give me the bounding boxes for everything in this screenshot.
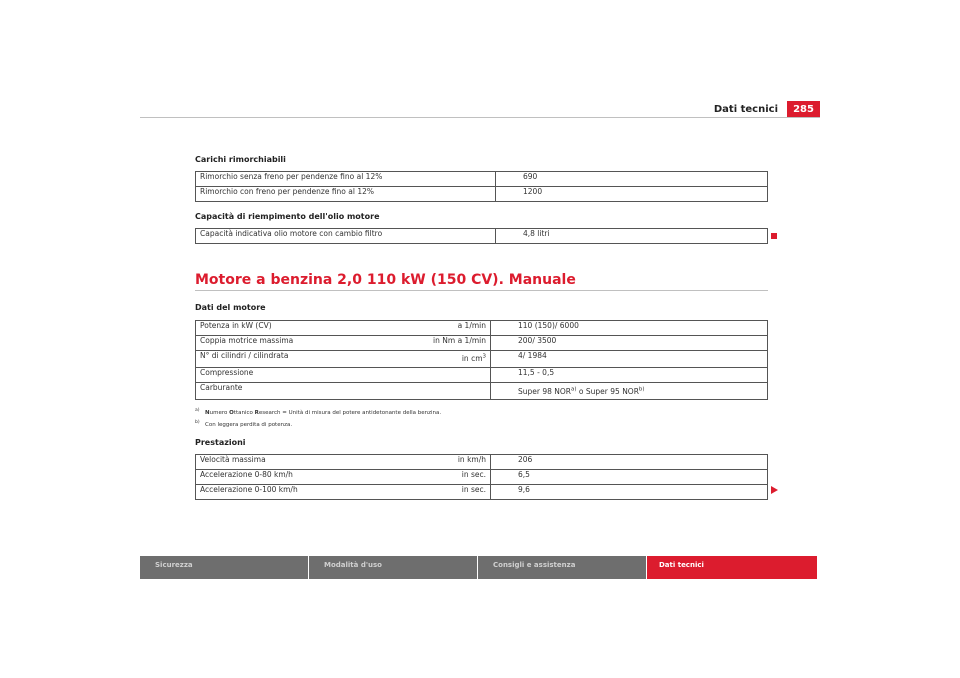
table-row — [196, 485, 768, 500]
row-label: Accelerazione 0-100 km/h — [196, 485, 423, 500]
footnotes — [195, 406, 441, 430]
table-row — [196, 336, 768, 351]
row-label: Capacità indicativa olio motore con cambio filtro — [196, 229, 496, 244]
footnote-text: Con leggera perdita di potenza. — [205, 421, 293, 428]
row-value: 11,5 - 0,5 — [491, 368, 768, 383]
footnote-ref-b: b) — [638, 386, 645, 393]
row-unit — [422, 351, 491, 368]
page-number: 285 — [787, 101, 820, 118]
engine-heading: Motore a benzina 2,0 110 kW (150 CV). Manuale — [195, 272, 576, 288]
footnote-bold-letter: R — [254, 409, 259, 416]
continue-arrow-icon — [771, 486, 778, 494]
tab-sicurezza[interactable]: Sicurezza — [140, 556, 308, 579]
row-value: 4,8 litri — [496, 229, 768, 244]
engine-data-label: Dati del motore — [195, 303, 266, 312]
page-header-title: Dati tecnici — [713, 104, 778, 115]
row-label: Compressione — [196, 368, 423, 383]
footnote-bold-letter: N — [205, 409, 210, 416]
unit-superscript: 3 — [482, 353, 486, 360]
trailer-loads-label: Carichi rimorchiabili — [195, 155, 286, 164]
performance-table — [195, 454, 768, 500]
row-value: 9,6 — [491, 485, 768, 500]
row-unit — [422, 368, 491, 383]
tab-dati-tecnici[interactable]: Dati tecnici — [647, 556, 817, 579]
row-value: 110 (150)/ 6000 — [491, 321, 768, 336]
row-unit: in sec. — [422, 470, 491, 485]
table-row — [196, 455, 768, 470]
footnote-bold-letter: O — [229, 409, 234, 416]
table-row — [196, 229, 768, 244]
table-row — [196, 470, 768, 485]
row-unit: in sec. — [422, 485, 491, 500]
row-label: Velocità massima — [196, 455, 423, 470]
footnote-mark: a) — [195, 408, 200, 413]
row-label: Rimorchio con freno per pendenze fino al 12% — [196, 187, 496, 202]
footnote-mark: b) — [195, 419, 200, 425]
table-row — [196, 187, 768, 202]
row-value: 690 — [496, 172, 768, 187]
footnote-text: ttanico — [233, 409, 255, 416]
row-label: Accelerazione 0-80 km/h — [196, 470, 423, 485]
row-label: Potenza in kW (CV) — [196, 321, 423, 336]
footer-nav — [140, 556, 817, 579]
heading-divider — [195, 290, 768, 291]
performance-label: Prestazioni — [195, 438, 246, 447]
row-value — [491, 383, 768, 400]
row-label: N° di cilindri / cilindrata — [196, 351, 423, 368]
row-label: Rimorchio senza freno per pendenze fino al 12% — [196, 172, 496, 187]
engine-data-table — [195, 320, 768, 400]
oil-capacity-label: Capacità di riempimento dell'olio motore — [195, 212, 380, 221]
tab-consigli-assistenza[interactable]: Consigli e assistenza — [478, 556, 646, 579]
row-label: Carburante — [196, 383, 423, 400]
row-value: 4/ 1984 — [491, 351, 768, 368]
footnote-ref-a: a) — [571, 386, 577, 393]
oil-capacity-table — [195, 228, 768, 244]
row-value: 206 — [491, 455, 768, 470]
row-unit: a 1/min — [422, 321, 491, 336]
table-row — [196, 351, 768, 368]
row-label: Coppia motrice massima — [196, 336, 423, 351]
row-unit: in km/h — [422, 455, 491, 470]
table-row — [196, 368, 768, 383]
footnote-text: esearch = Unità di misura del potere antidetonante della benzina. — [258, 409, 442, 416]
footnote-text: umero — [209, 409, 230, 416]
unit-text: in cm — [461, 354, 483, 363]
row-value: 200/ 3500 — [491, 336, 768, 351]
fuel-alternative: o Super 95 NOR — [576, 387, 639, 396]
footnote-a — [195, 406, 441, 418]
table-row — [196, 172, 768, 187]
tab-modalita-uso[interactable]: Modalità d'uso — [309, 556, 477, 579]
footnote-b — [195, 418, 441, 430]
row-value: 1200 — [496, 187, 768, 202]
row-value: 6,5 — [491, 470, 768, 485]
section-end-marker-icon — [771, 233, 777, 239]
fuel-primary: Super 98 NOR — [518, 387, 572, 396]
header-divider — [140, 117, 820, 118]
table-row — [196, 321, 768, 336]
trailer-loads-table — [195, 171, 768, 202]
table-row — [196, 383, 768, 400]
row-unit: in Nm a 1/min — [422, 336, 491, 351]
row-unit — [422, 383, 491, 400]
